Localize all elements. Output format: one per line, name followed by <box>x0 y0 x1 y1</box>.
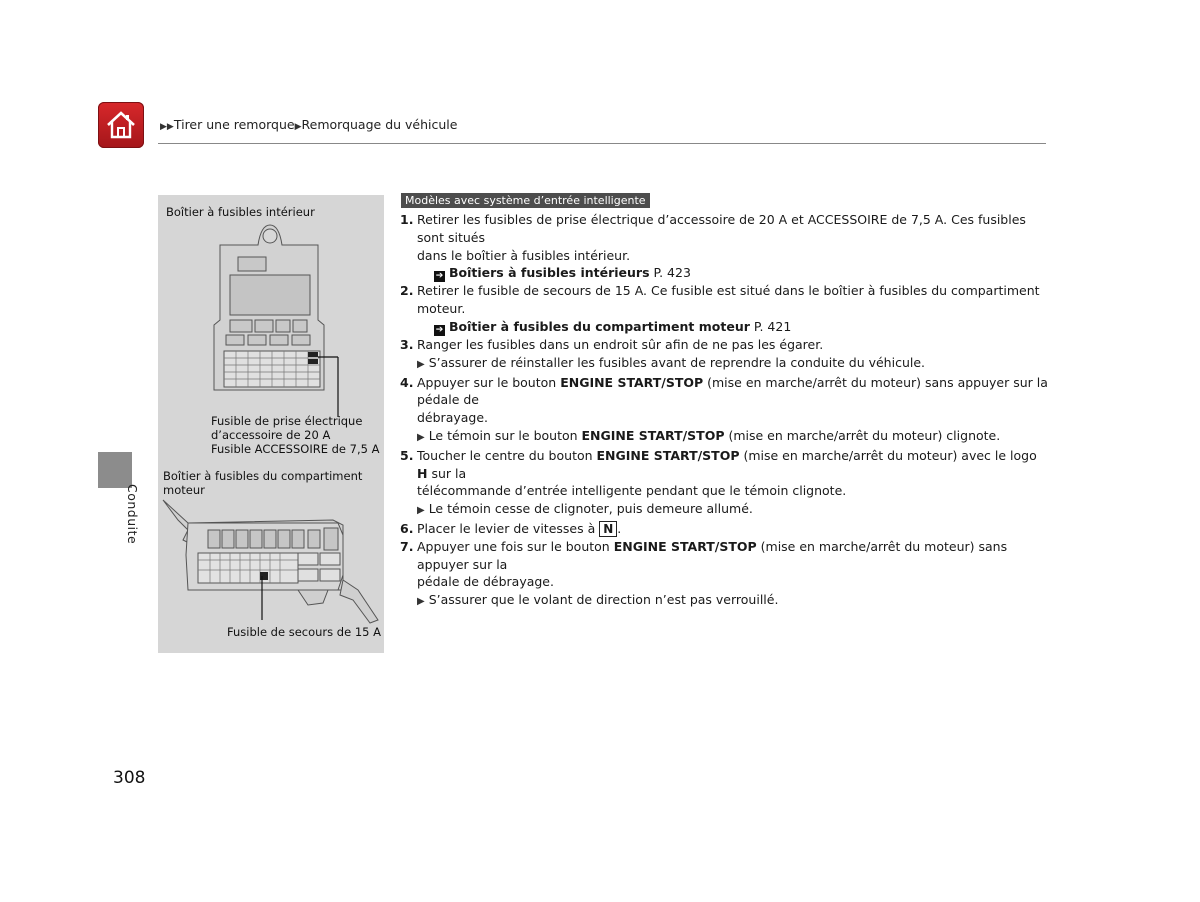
breadcrumb-arrow-icon: ▶ <box>294 122 302 132</box>
step-text: débrayage. <box>417 410 489 426</box>
engine-fuse-box-title-line-2: moteur <box>163 483 205 497</box>
accessory-fuse-callout-line-1: Fusible de prise électrique <box>211 414 363 428</box>
step-text: Ranger les fusibles dans un endroit sûr afin de ne pas les égarer. <box>417 336 824 352</box>
accessory-fuse-highlight <box>308 359 318 364</box>
backup-fuse-highlight <box>260 572 268 580</box>
step-text: Appuyer sur le bouton ENGINE START/STOP (mise en marche/arrêt du moteur) sans appuyer sur la pédale de <box>417 374 1048 408</box>
step-text: Toucher le centre du bouton ENGINE START/STOP (mise en marche/arrêt du moteur) avec le logo H sur la <box>417 447 1037 481</box>
fuse-box-figure <box>158 195 384 653</box>
home-icon <box>105 109 137 141</box>
step-note <box>417 354 1050 374</box>
step-text: dans le boîtier à fusibles intérieur. <box>417 247 631 263</box>
step-note <box>417 500 1050 520</box>
step-text: Placer le levier de vitesses à N . <box>417 520 622 536</box>
reference-title: Boîtiers à fusibles intérieurs <box>449 265 650 281</box>
interior-fuse-box-illustration <box>214 225 324 390</box>
step-6 <box>400 520 1050 538</box>
procedure-steps <box>400 211 1050 611</box>
reference-arrow-icon: ➔ <box>435 324 444 335</box>
accessory-fuse-highlight <box>308 352 318 357</box>
step-number: 1. <box>400 212 414 227</box>
step-3 <box>400 336 1050 374</box>
step-number: 5. <box>400 447 414 463</box>
chapter-tab-marker <box>98 452 132 488</box>
note-arrow-icon: ▶ <box>417 505 425 517</box>
cross-reference-link[interactable] <box>417 318 1050 336</box>
engine-fuse-box-illustration <box>163 500 378 623</box>
engine-fuse-box-title-line-1: Boîtier à fusibles du compartiment <box>163 469 363 483</box>
interior-fuse-box-title: Boîtier à fusibles intérieur <box>166 205 315 219</box>
step-4 <box>400 374 1050 447</box>
step-number: 3. <box>400 336 414 352</box>
step-text: pédale de débrayage. <box>417 574 554 590</box>
page-number: 308 <box>113 768 146 788</box>
note-text: S’assurer de réinstaller les fusibles avant de reprendre la conduite du véhicule. <box>428 354 926 370</box>
breadcrumb-arrow-icon: ▶▶ <box>160 122 174 132</box>
note-arrow-icon: ▶ <box>417 358 425 370</box>
note-arrow-icon: ▶ <box>417 596 425 608</box>
step-text: Retirer le fusible de secours de 15 A. Ce fusible est situé dans le boîtier à fusibles du compartiment moteur. <box>417 283 1040 317</box>
breadcrumb-item-vehicle-towing[interactable]: Remorquage du véhicule <box>301 117 458 132</box>
cross-reference-link[interactable] <box>417 264 1050 282</box>
backup-fuse-callout: Fusible de secours de 15 A <box>227 625 381 639</box>
gear-position-symbol: N <box>599 521 617 537</box>
step-7 <box>400 538 1050 611</box>
accessory-fuse-callout-line-2: d’accessoire de 20 A <box>211 428 331 442</box>
step-text: télécommande d’entrée intelligente pendant que le témoin clignote. <box>417 483 847 499</box>
reference-arrow-icon: ➔ <box>435 271 444 282</box>
note-arrow-icon: ▶ <box>417 431 425 443</box>
home-button[interactable] <box>98 102 144 148</box>
model-applicability-tag: Modèles avec système d’entrée intelligente <box>401 193 650 208</box>
chapter-tab-label: Conduite <box>125 484 140 545</box>
step-text: Retirer les fusibles de prise électrique d’accessoire de 20 A et ACCESSOIRE de 7,5 A. Ces fusibles sont situés <box>417 212 1026 245</box>
reference-title: Boîtier à fusibles du compartiment moteur <box>449 318 750 334</box>
reference-page: P. 421 <box>753 318 792 334</box>
step-number: 6. <box>400 520 414 536</box>
breadcrumb <box>160 117 457 132</box>
note-text: S’assurer que le volant de direction n’est pas verrouillé. <box>428 592 779 608</box>
step-number: 4. <box>400 374 414 390</box>
header-divider <box>158 143 1046 144</box>
step-5 <box>400 447 1050 520</box>
note-text: Le témoin cesse de clignoter, puis demeure allumé. <box>428 501 753 517</box>
step-note: ▶ Le témoin sur le bouton ENGINE START/STOP (mise en marche/arrêt du moteur) clignote. <box>417 427 1001 443</box>
reference-page: P. 423 <box>653 265 691 281</box>
step-2 <box>400 282 1050 336</box>
step-number: 2. <box>400 283 414 299</box>
accessory-fuse-callout-line-3: Fusible ACCESSOIRE de 7,5 A <box>211 442 380 456</box>
step-number: 7. <box>400 538 414 554</box>
step-note <box>417 591 1050 611</box>
step-text: Appuyer une fois sur le bouton ENGINE START/STOP (mise en marche/arrêt du moteur) sans appuyer sur la <box>417 538 1008 572</box>
breadcrumb-item-towing[interactable]: Tirer une remorque <box>173 117 295 132</box>
step-1 <box>400 211 1050 282</box>
